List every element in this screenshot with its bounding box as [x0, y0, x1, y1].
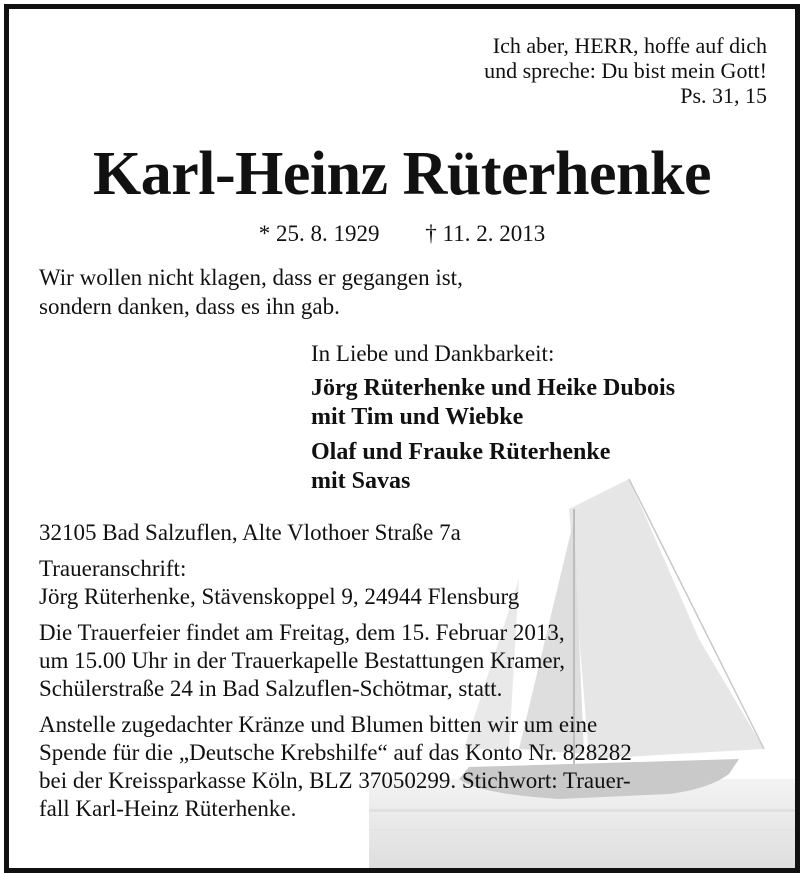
- memorial-quote: [39, 263, 463, 321]
- donation-line-2: Spende für die „Deutsche Krebshilfe“ auf das Konto Nr. 828282: [39, 740, 632, 765]
- obituary-frame: [4, 4, 800, 873]
- mourning-address: [39, 555, 775, 611]
- obituary-details: [39, 519, 775, 831]
- funeral-line-1: Die Trauerfeier findet am Freitag, dem 15. Februar 2013,: [39, 620, 565, 645]
- verse-line-1: Ich aber, HERR, hoffe auf dich: [492, 33, 767, 58]
- quote-line-1: Wir wollen nicht klagen, dass er gegangen ist,: [39, 265, 463, 290]
- verse-line-2: und spreche: Du bist mein Gott!: [484, 58, 767, 83]
- death-date: † 11. 2. 2013: [425, 221, 546, 246]
- family-1-line-1: Jörg Rüterhenke und Heike Dubois: [311, 375, 676, 401]
- donation-line-1: Anstelle zugedachter Kränze und Blumen bitten wir um eine: [39, 712, 598, 737]
- mourning-address-label: Traueranschrift:: [39, 556, 187, 581]
- family-1: [311, 374, 675, 432]
- donation-line-3: bei der Kreissparkasse Köln, BLZ 37050299. Stichwort: Trauer-: [39, 768, 631, 793]
- quote-line-2: sondern danken, dass es ihn gab.: [39, 294, 340, 319]
- life-dates: [9, 221, 795, 247]
- family-2-line-1: Olaf und Frauke Rüterhenke: [311, 439, 611, 465]
- family-2-line-2: mit Savas: [311, 468, 411, 494]
- home-address: 32105 Bad Salzuflen, Alte Vlothoer Straße 7a: [39, 520, 461, 545]
- family-2: [311, 438, 675, 496]
- donation-line-4: fall Karl-Heinz Rüterhenke.: [39, 796, 297, 821]
- donation-info: [39, 711, 775, 823]
- mourning-address-value: Jörg Rüterhenke, Stävenskoppel 9, 24944 Flensburg: [39, 584, 520, 609]
- funeral-info: [39, 619, 775, 703]
- deceased-name: Karl-Heinz Rüterhenke: [92, 140, 711, 208]
- funeral-line-3: Schülerstraße 24 in Bad Salzuflen-Schötmar, statt.: [39, 676, 503, 701]
- funeral-line-2: um 15.00 Uhr in der Trauerkapelle Bestattungen Kramer,: [39, 648, 566, 673]
- bible-verse: [484, 33, 767, 108]
- birth-date: * 25. 8. 1929: [258, 221, 380, 246]
- verse-reference: Ps. 31, 15: [680, 83, 767, 108]
- family-1-line-2: mit Tim und Wiebke: [311, 404, 524, 430]
- mourners-section: [311, 339, 675, 502]
- gratitude-intro: In Liebe und Dankbarkeit:: [311, 341, 555, 366]
